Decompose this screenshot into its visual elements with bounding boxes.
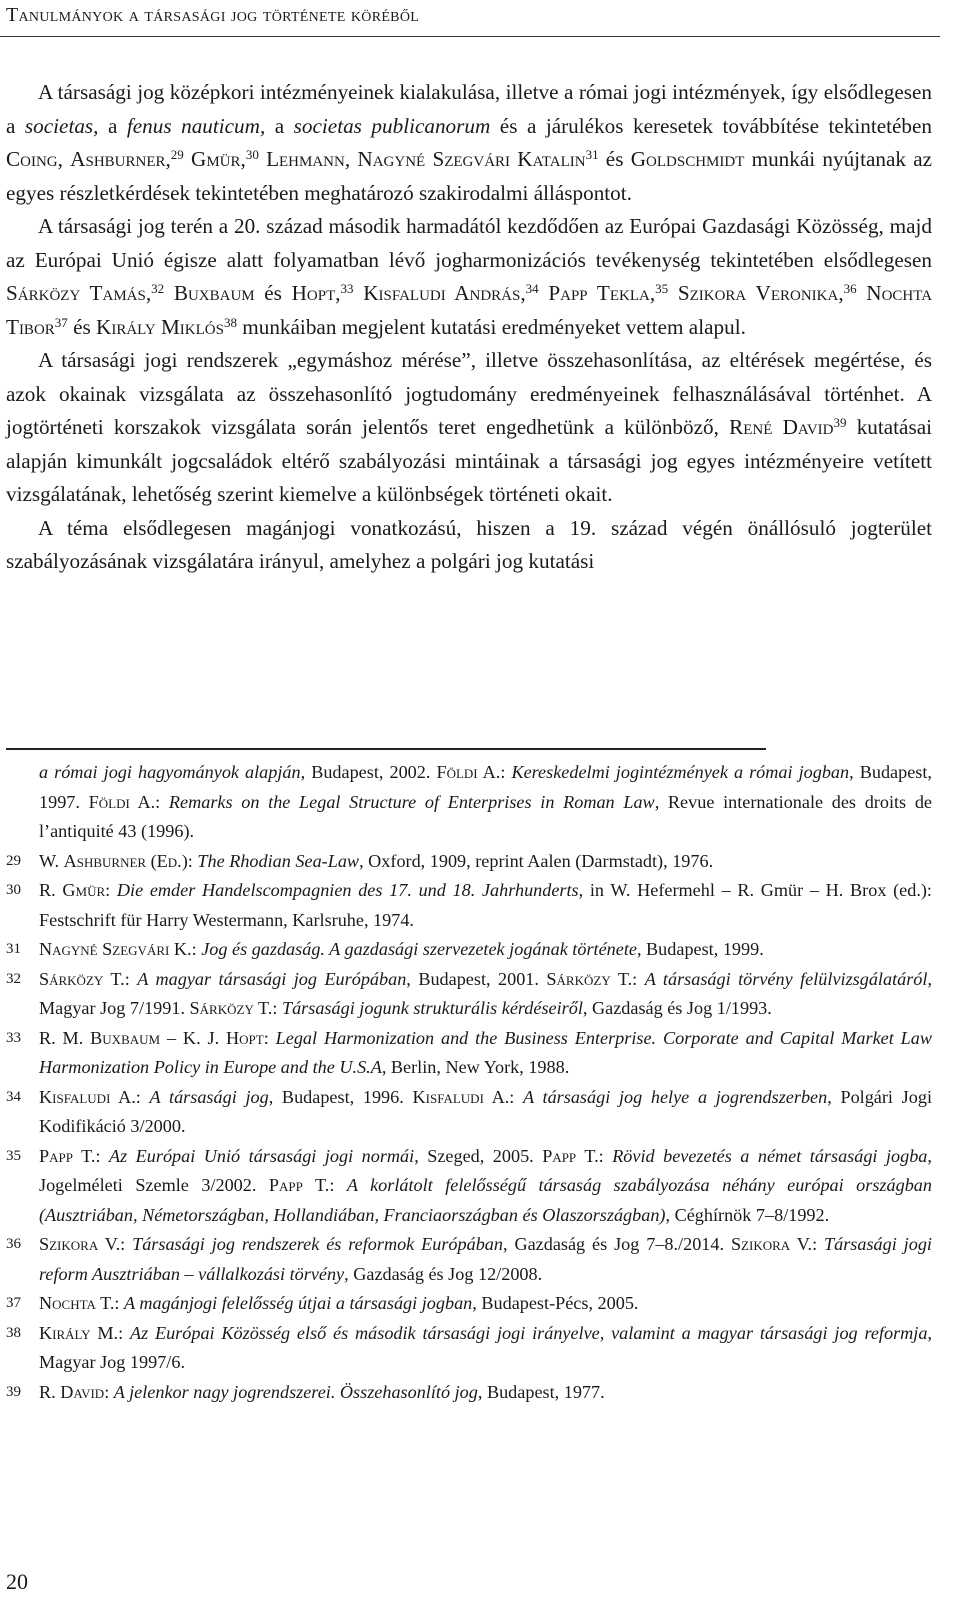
text-run: , Magyar Jog 7/1991. [39, 968, 932, 1018]
author-name: Kisfaludi András [363, 281, 521, 305]
text-run: : [135, 1086, 150, 1107]
italic-run: A magyar társasági jog Európában [137, 968, 407, 989]
text-run: , Berlin, New York, 1988. [381, 1057, 570, 1077]
footnote-number: 31 [6, 941, 21, 957]
footnote-ref[interactable]: 31 [585, 147, 599, 162]
author-name: Kisfaludi A. [39, 1086, 136, 1107]
author-name: Földi A. [436, 762, 501, 782]
text-run: és [598, 147, 631, 171]
text-run: : [187, 850, 198, 871]
author-name: Gmür [191, 147, 241, 171]
footnote-number: 34 [6, 1088, 21, 1105]
text-run: R. M. [39, 1027, 91, 1048]
text-run: : [598, 1145, 613, 1166]
text-run: : [812, 1234, 825, 1254]
text-run: A társasági jog középkori intézményeinek kialakulása, illetve a római jogi intézmények, így elsődlegesen a [6, 80, 932, 138]
text-run: – K. J. [160, 1027, 226, 1048]
italic-run: Jog és gazdaság. A gazdasági szervezetek jogának története [201, 939, 637, 959]
footnote-rule [6, 748, 766, 750]
text-run: , [240, 147, 246, 171]
footnote-number: 38 [6, 1324, 21, 1341]
footnote [6, 1083, 932, 1142]
text-run: : [632, 968, 645, 989]
footnote-ref[interactable]: 39 [833, 415, 847, 430]
footnote-ref[interactable]: 37 [54, 314, 68, 330]
text-run: R. [39, 1381, 61, 1402]
footnote-ref[interactable]: 35 [655, 281, 669, 296]
footnote [6, 1378, 932, 1408]
footnote-text [39, 965, 932, 1024]
footnote-text [39, 876, 932, 935]
text-run: , Gazdaság és Jog 1/1993. [582, 998, 772, 1018]
text-run [354, 281, 364, 305]
footnote-number: 35 [6, 1147, 21, 1164]
running-head: Tanulmányok a társasági jog története köréből [6, 4, 420, 26]
author-name: Ashburner [70, 147, 166, 171]
italic-run: A társasági törvény felülvizsgálatáról [644, 968, 928, 989]
author-name: Nochta Tibor [6, 281, 933, 339]
text-run: : [118, 1322, 130, 1343]
author-name: Gmür [62, 880, 106, 900]
italic-run: Társasági jogunk strukturális kérdéseiről [281, 998, 583, 1018]
footnote [6, 965, 932, 1024]
text-run: , [520, 281, 526, 305]
text-run: , [165, 147, 171, 171]
author-name: Sárközy T. [546, 968, 633, 989]
footnotes [6, 758, 932, 1407]
italic-run: A korlátolt felelősségű társaság szabályozása néhány európai országban (Ausztriában, Németországban, Hollandiában, Franciaországban és Olaszországban) [39, 1175, 932, 1225]
footnote-number [6, 758, 39, 847]
paragraph [6, 512, 932, 579]
author-name: Ashburner (Ed.) [63, 850, 188, 871]
footnote-text [39, 1024, 932, 1083]
text-run: : [509, 1086, 524, 1107]
text-run: és a járulékos keresetek továbbítése tekintetében [490, 113, 933, 138]
author-name: Sárközy T. [189, 998, 273, 1018]
text-run: , [145, 281, 152, 305]
author-name: Hopt [226, 1027, 264, 1048]
footnote-ref[interactable]: 29 [170, 147, 184, 162]
italic-run: a római jogi hagyományok alapján [39, 762, 301, 782]
text-run: és [67, 314, 97, 339]
text-run [539, 281, 549, 305]
footnote-ref[interactable]: 36 [843, 281, 857, 296]
footnote-ref[interactable]: 30 [245, 147, 259, 162]
footnote-text [39, 1230, 932, 1289]
author-name: Földi A. [88, 791, 156, 812]
text-run: : [263, 1027, 276, 1048]
text-run: , [344, 147, 358, 171]
author-name: Papp Tekla [548, 281, 650, 305]
author-name: Szikora Veronika [677, 281, 839, 305]
footnote-ref[interactable]: 38 [223, 314, 237, 330]
page-number: 20 [6, 1569, 28, 1594]
italic-run: societas publicanorum [293, 113, 491, 138]
author-name: Szikora V. [39, 1234, 121, 1254]
footnote [6, 876, 932, 935]
text-run: R. [39, 880, 63, 900]
italic-run: A magánjogi felelősség útjai a társasági jogban [124, 1293, 473, 1313]
footnote-ref[interactable]: 34 [525, 281, 539, 296]
author-name: Kisfaludi A. [412, 1086, 510, 1107]
footnote-text [39, 1319, 932, 1378]
footnote-text [39, 935, 932, 965]
text-run [184, 147, 191, 171]
text-run: : [124, 968, 138, 989]
text-run: , Budapest, 1997. [39, 762, 932, 812]
text-run: a [98, 113, 127, 138]
footnote-number: 32 [6, 970, 21, 987]
footnote-number: 36 [6, 1236, 21, 1252]
text-run: , Szeged, 2005. [414, 1145, 543, 1166]
italic-run: Remarks on the Legal Structure of Enterprises in Roman Law [168, 791, 655, 812]
author-name: Papp T. [39, 1145, 96, 1166]
italic-run: Társasági jog rendszerek és reformok Európában [132, 1234, 503, 1254]
footnote [6, 1319, 932, 1378]
footnote [6, 935, 932, 965]
author-name: Papp T. [542, 1145, 599, 1166]
italic-run: Társasági jogi reform Ausztriában – vállalkozási törvény [39, 1234, 932, 1284]
author-name: Coing [6, 147, 58, 171]
author-name: Lehmann [266, 147, 345, 171]
footnote [6, 1289, 932, 1319]
footnote-ref[interactable]: 32 [151, 281, 165, 296]
text-run: a [265, 113, 294, 138]
text-run: , in W. Hefermehl – R. Gmür – H. Brox (ed.): Festschrift für Harry Westermann, Karlsruhe, 1974. [39, 880, 932, 930]
text-run: : [120, 1234, 133, 1254]
text-run: és [254, 281, 292, 305]
italic-run: Az Európai Unió társasági jogi normái [108, 1145, 415, 1166]
footnote [6, 1230, 932, 1289]
text-run: , Budapest-Pécs, 2005. [472, 1293, 639, 1313]
text-run: A téma elsődlegesen magánjogi vonatkozású, hiszen a 19. század végén önállósuló jogterület szabályozásának vizsgálatára irányul, amelyhez a polgári jog kutatási [6, 515, 932, 573]
text-run [164, 281, 174, 305]
paragraph [6, 76, 932, 210]
author-name: David [60, 1381, 105, 1402]
italic-run: Az Európai Közösség első és második társasági jogi irányelve, valamint a magyar társasági jog reformja [129, 1322, 928, 1343]
text-run: , Jogelméleti Szemle 3/2002. [39, 1145, 932, 1195]
text-run: , Budapest, 1996. [268, 1086, 413, 1107]
text-run: : [272, 998, 282, 1018]
footnote-text [39, 1378, 932, 1408]
italic-run: Legal Harmonization and the Business Enterprise. Corporate and Capital Market Law Harmonization Policy in Europe and the U.S.A [39, 1027, 932, 1077]
italic-run: societas, [24, 113, 99, 138]
text-run: : [155, 791, 169, 812]
author-name: Buxbaum [90, 1027, 161, 1048]
text-run: , [335, 281, 341, 305]
text-run: : [95, 1145, 109, 1166]
text-run [857, 281, 867, 305]
footnote-number: 30 [6, 882, 21, 898]
text-run: , Gazdaság és Jog 7–8./2014. [503, 1234, 731, 1254]
text-run: , Revue internationale des droits de l’antiquité 43 (1996). [39, 791, 932, 841]
header-rule [0, 36, 940, 37]
footnote-text [39, 758, 932, 847]
author-name: Hopt [291, 281, 336, 305]
text-run: , Oxford, 1909, reprint Aalen (Darmstadt), 1976. [359, 850, 714, 871]
author-name: Sárközy T. [39, 968, 125, 989]
text-run: , [838, 281, 844, 305]
footnote-number: 39 [6, 1383, 21, 1400]
footnote [6, 1142, 932, 1231]
paragraph [6, 210, 932, 344]
text-run: W. [39, 850, 64, 871]
italic-run: fenus nauticum, [126, 113, 266, 138]
author-name: Nagyné Szegvári Katalin [357, 147, 586, 171]
footnote-ref[interactable]: 33 [340, 281, 354, 296]
italic-run: A jelenkor nagy jogrendszerei. Összehasonlító jog [113, 1381, 478, 1402]
text-run: : [114, 1293, 125, 1313]
text-run: A társasági jogi rendszerek „egymáshoz mérése”, illetve összehasonlítása, az eltérések megértése, és azok okainak vizsgálata az összehasonlító jogtudomány eredményeinek felhasználásával történhet. A jogtörténeti korszakok vizsgálata során jelentős teret engedhetünk a különböző, [6, 348, 932, 439]
author-name: Nochta T. [39, 1293, 115, 1313]
footnote-text [39, 847, 932, 877]
text-run: : [191, 939, 202, 959]
text-run: , Budapest, 2001. [406, 968, 547, 989]
italic-run: The Rhodian Sea-Law [197, 850, 360, 871]
footnote-number: 37 [6, 1295, 21, 1311]
footnote [6, 1024, 932, 1083]
text-run [259, 147, 266, 171]
body-text [6, 76, 932, 579]
text-run: : [500, 762, 512, 782]
footnote-text [39, 1289, 932, 1319]
text-run: , [649, 281, 656, 305]
footnote-number: 29 [6, 852, 21, 869]
footnote-number: 33 [6, 1029, 21, 1046]
author-name: Sárközy Tamás [6, 281, 146, 305]
text-run: , Gazdaság és Jog 12/2008. [344, 1263, 543, 1284]
text-run: : [104, 1381, 114, 1402]
italic-run: Rövid bevezetés a német társasági jogba [612, 1145, 928, 1166]
author-name: Király M. [39, 1322, 119, 1343]
text-run: A társasági jog terén a 20. század második harmadától kezdődően az Európai Gazdasági Közösség, majd az Európai Unió égisze alatt folyamatban lévő jogharmonizációs tevékenység tekintetében elsődlegesen [6, 214, 932, 272]
footnote-text [39, 1142, 932, 1231]
footnote [6, 847, 932, 877]
author-name: René David [729, 415, 834, 439]
footnote [6, 758, 932, 847]
text-run: : [329, 1175, 347, 1195]
italic-run: A társasági jog [149, 1086, 269, 1107]
paragraph [6, 344, 932, 512]
author-name: Király Miklós [96, 314, 224, 339]
text-run: , Budapest, 2002. [300, 762, 437, 782]
author-name: Goldschmidt [630, 147, 745, 171]
text-run: , Céghírnök 7–8/1992. [665, 1204, 830, 1225]
italic-run: Die emder Handelscompagnien des 17. und 18. Jahrhunderts [116, 880, 579, 900]
text-run: , Magyar Jog 1997/6. [39, 1322, 932, 1372]
text-run: munkái nyújtanak az egyes részletkérdések tekintetében meghatározó szakirodalmi álláspontot. [6, 147, 933, 205]
text-run: munkáiban megjelent kutatási eredményeket vettem alapul. [236, 314, 746, 339]
text-run: , Polgári Jogi Kodifikáció 3/2000. [39, 1086, 933, 1136]
author-name: Papp T. [268, 1175, 330, 1195]
author-name: Buxbaum [173, 281, 255, 305]
text-run: , [57, 147, 71, 171]
italic-run: Kereskedelmi jogintézmények a római jogban [511, 762, 850, 782]
text-run: , Budapest, 1999. [636, 939, 764, 959]
text-run: kutatásai alapján kimunkált jogcsaládok eltérő szabályozási mintáinak a társasági jog egyes intézményeire vetített vizsgálatának, lehetőség szerint kiemelve a különbségek történeti okait. [6, 415, 932, 506]
text-run [668, 281, 678, 305]
author-name: Szikora V. [730, 1234, 813, 1254]
italic-run: A társasági jog helye a jogrendszerben [523, 1086, 828, 1107]
author-name: Nagyné Szegvári K. [39, 939, 192, 959]
footnote-text [39, 1083, 932, 1142]
text-run: , Budapest, 1977. [477, 1381, 605, 1402]
text-run: : [105, 880, 117, 900]
